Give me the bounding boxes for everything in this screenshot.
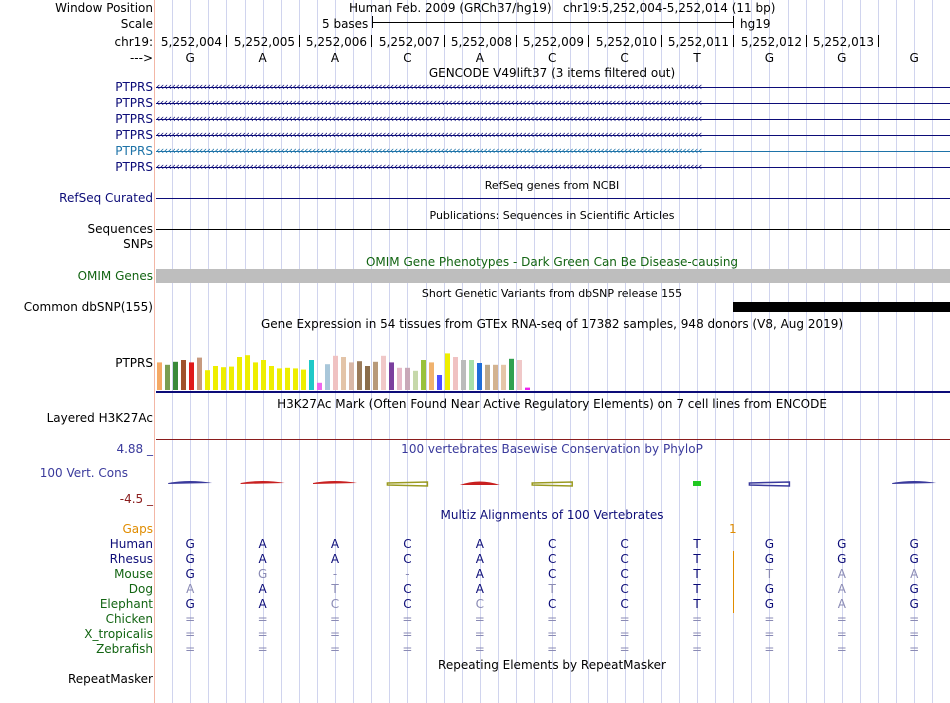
reference-base: G: [185, 51, 195, 65]
reference-base: A: [475, 51, 484, 65]
strand-arrows: ‹‹‹‹‹‹‹‹‹‹‹‹‹‹‹‹‹‹‹‹‹‹‹‹‹‹‹‹‹‹‹‹‹‹‹‹‹‹‹‹‹‹‹‹‹‹‹‹‹‹‹‹‹‹‹‹‹‹‹‹‹‹‹‹‹‹‹‹‹‹‹‹‹‹‹‹‹‹‹‹‹‹‹‹‹‹‹‹‹‹‹‹‹‹‹‹‹‹‹‹‹‹‹‹‹‹‹‹‹‹‹‹‹‹‹‹‹‹‹‹‹‹‹‹‹‹‹‹‹‹‹‹‹‹‹‹‹‹‹‹: [156, 112, 702, 125]
phylop-min-label: -4.5 _: [119, 492, 153, 506]
phylop-score-mark: [460, 482, 500, 486]
gtex-tissue-bar[interactable]: [477, 363, 482, 390]
alignment-base: G: [909, 597, 919, 611]
alignment-base: A: [475, 582, 484, 596]
alignment-base: C: [620, 552, 629, 566]
gtex-tissue-bar[interactable]: [365, 366, 370, 390]
strand-arrows: ‹‹‹‹‹‹‹‹‹‹‹‹‹‹‹‹‹‹‹‹‹‹‹‹‹‹‹‹‹‹‹‹‹‹‹‹‹‹‹‹‹‹‹‹‹‹‹‹‹‹‹‹‹‹‹‹‹‹‹‹‹‹‹‹‹‹‹‹‹‹‹‹‹‹‹‹‹‹‹‹‹‹‹‹‹‹‹‹‹‹‹‹‹‹‹‹‹‹‹‹‹‹‹‹‹‹‹‹‹‹‹‹‹‹‹‹‹‹‹‹‹‹‹‹‹‹‹‹‹‹‹‹‹‹‹‹‹‹‹‹: [156, 80, 702, 93]
phylop-score-mark: [313, 481, 357, 484]
ruler-position-label: 5,252,012: [740, 35, 802, 49]
alignment-base: =: [909, 642, 920, 656]
gap-marker-line: [733, 551, 734, 613]
gtex-gene-line: [156, 391, 950, 393]
h3k27ac-baseline: [156, 439, 950, 440]
publications-track-title[interactable]: Publications: Sequences in Scientific Articles: [429, 209, 675, 222]
ruler-tick: [226, 35, 227, 47]
chrom-label: chr19:: [114, 35, 153, 49]
scale-bar: [372, 22, 733, 23]
alignment-base: A: [258, 597, 267, 611]
gtex-tissue-bar[interactable]: [413, 371, 418, 390]
species-label[interactable]: Rhesus: [109, 552, 153, 566]
ruler-tick: [806, 35, 807, 47]
gencode-transcript-label[interactable]: PTPRS: [115, 80, 153, 94]
species-label[interactable]: Chicken: [105, 612, 153, 626]
gtex-tissue-bar[interactable]: [309, 360, 314, 390]
omim-phenotype-bar[interactable]: [156, 269, 950, 283]
strand-arrows: ‹‹‹‹‹‹‹‹‹‹‹‹‹‹‹‹‹‹‹‹‹‹‹‹‹‹‹‹‹‹‹‹‹‹‹‹‹‹‹‹‹‹‹‹‹‹‹‹‹‹‹‹‹‹‹‹‹‹‹‹‹‹‹‹‹‹‹‹‹‹‹‹‹‹‹‹‹‹‹‹‹‹‹‹‹‹‹‹‹‹‹‹‹‹‹‹‹‹‹‹‹‹‹‹‹‹‹‹‹‹‹‹‹‹‹‹‹‹‹‹‹‹‹‹‹‹‹‹‹‹‹‹‹‹‹‹‹‹‹‹: [156, 96, 702, 109]
reference-base: A: [330, 51, 340, 65]
alignment-base: A: [475, 567, 484, 581]
ruler-tick: [878, 35, 879, 47]
alignment-base: T: [765, 567, 774, 581]
reference-base: C: [403, 51, 412, 65]
phylop-max-label: 4.88 _: [116, 442, 153, 456]
gencode-track-title[interactable]: GENCODE V49lift37 (3 items filtered out): [428, 66, 676, 80]
alignment-base: C: [475, 597, 484, 611]
alignment-base: =: [619, 612, 630, 626]
alignment-base: A: [258, 582, 267, 596]
alignment-base: A: [837, 597, 846, 611]
scale-label: Scale: [120, 17, 153, 31]
species-label[interactable]: Elephant: [99, 597, 153, 611]
alignment-base: G: [764, 552, 775, 566]
gtex-tissue-bar[interactable]: [461, 360, 466, 390]
phylop-score-mark: [693, 481, 701, 486]
gtex-tissue-bar[interactable]: [485, 365, 490, 390]
alignment-base: A: [837, 567, 846, 581]
gencode-transcript-label[interactable]: PTPRS: [115, 128, 153, 142]
alignment-base: G: [185, 537, 195, 551]
alignment-base: C: [547, 537, 557, 551]
gtex-tissue-bar[interactable]: [397, 368, 402, 390]
alignment-base: A: [475, 552, 484, 566]
ruler-position-label: 5,252,011: [667, 35, 729, 49]
ruler-tick: [588, 35, 589, 47]
multiz-track-title[interactable]: Multiz Alignments of 100 Vertebrates: [440, 508, 664, 522]
alignment-base: G: [185, 567, 195, 581]
ruler-position-label: 5,252,006: [305, 35, 367, 49]
strand-label: --->: [129, 51, 153, 65]
alignment-base: T: [693, 537, 701, 551]
alignment-base: =: [474, 642, 485, 656]
ruler-position-label: 5,252,007: [378, 35, 440, 49]
gtex-tissue-bar[interactable]: [429, 362, 434, 390]
ruler-tick: [516, 35, 517, 47]
gtex-tissue-bar[interactable]: [253, 362, 258, 390]
gtex-tissue-bar[interactable]: [181, 360, 186, 390]
gtex-tissue-bar[interactable]: [469, 360, 474, 390]
gtex-tissue-bar[interactable]: [229, 367, 234, 390]
alignment-base: A: [475, 537, 484, 551]
gtex-tissue-bar[interactable]: [453, 357, 458, 390]
label-divider: [154, 0, 155, 703]
alignment-base: =: [547, 627, 558, 641]
gtex-tissue-bar[interactable]: [341, 357, 346, 390]
gtex-tissue-bar[interactable]: [437, 375, 442, 390]
alignment-base: =: [691, 627, 703, 641]
h3k27ac-track-label[interactable]: Layered H3K27Ac: [46, 411, 153, 425]
gtex-tissue-bar[interactable]: [293, 368, 298, 390]
alignment-base: -: [332, 567, 338, 581]
phylop-conservation-plot[interactable]: [156, 466, 950, 496]
alignment-base: G: [764, 537, 775, 551]
alignment-base: =: [329, 627, 341, 641]
ruler-tick: [371, 35, 372, 47]
gtex-tissue-bar[interactable]: [301, 370, 306, 390]
alignment-base: A: [258, 537, 267, 551]
gtex-tissue-bar[interactable]: [421, 360, 426, 390]
alignment-base: =: [619, 627, 630, 641]
alignment-base: =: [909, 627, 920, 641]
reference-base: G: [764, 51, 775, 65]
ruler-tick: [299, 35, 300, 47]
gtex-tissue-bar[interactable]: [245, 355, 250, 390]
phylop-score-mark: [532, 482, 572, 486]
species-label[interactable]: Dog: [128, 582, 153, 596]
strand-arrows: ‹‹‹‹‹‹‹‹‹‹‹‹‹‹‹‹‹‹‹‹‹‹‹‹‹‹‹‹‹‹‹‹‹‹‹‹‹‹‹‹‹‹‹‹‹‹‹‹‹‹‹‹‹‹‹‹‹‹‹‹‹‹‹‹‹‹‹‹‹‹‹‹‹‹‹‹‹‹‹‹‹‹‹‹‹‹‹‹‹‹‹‹‹‹‹‹‹‹‹‹‹‹‹‹‹‹‹‹‹‹‹‹‹‹‹‹‹‹‹‹‹‹‹‹‹‹‹‹‹‹‹‹‹‹‹‹‹‹‹‹: [156, 144, 702, 157]
alignment-base: T: [331, 582, 339, 596]
alignment-base: A: [837, 582, 846, 596]
refseq-track-title[interactable]: RefSeq genes from NCBI: [484, 179, 620, 192]
phylop-track-title[interactable]: 100 vertebrates Basewise Conservation by PhyloP: [401, 442, 703, 456]
alignment-base: A: [330, 552, 340, 566]
alignment-base: C: [620, 597, 629, 611]
publications-track-label[interactable]: Sequences: [87, 222, 153, 236]
phylop-score-mark: [892, 481, 936, 484]
alignment-base: =: [836, 642, 847, 656]
alignment-base: C: [330, 597, 340, 611]
alignment-base: T: [693, 597, 701, 611]
refseq-track-label[interactable]: RefSeq Curated: [59, 191, 153, 205]
species-label[interactable]: Human: [109, 537, 153, 551]
gap-count: 1: [729, 522, 737, 536]
alignment-base: C: [403, 552, 412, 566]
assembly-title: Human Feb. 2009 (GRCh37/hg19) chr19:5,252,004-5,252,014 (11 bp): [349, 1, 776, 15]
alignment-base: C: [620, 567, 629, 581]
alignment-base: -: [405, 567, 410, 581]
snps-track-label[interactable]: SNPs: [123, 237, 153, 251]
alignment-base: =: [691, 612, 703, 626]
gtex-tissue-bar[interactable]: [509, 359, 514, 390]
alignment-base: =: [909, 612, 920, 626]
refseq-gene-line[interactable]: [156, 198, 950, 199]
alignment-base: =: [547, 642, 558, 656]
alignment-base: T: [693, 582, 701, 596]
publications-line[interactable]: [156, 229, 950, 230]
gtex-tissue-bar[interactable]: [157, 362, 162, 390]
alignment-base: C: [403, 582, 412, 596]
gtex-tissue-bar[interactable]: [317, 383, 322, 390]
phylop-score-mark: [168, 481, 212, 484]
gtex-tissue-bar[interactable]: [269, 366, 274, 390]
reference-base: G: [909, 51, 919, 65]
gtex-tissue-bar[interactable]: [285, 368, 290, 390]
alignment-base: A: [186, 582, 195, 596]
phylop-score-mark: [749, 482, 789, 486]
alignment-base: =: [764, 642, 775, 656]
alignment-base: =: [329, 612, 341, 626]
gtex-expression-chart[interactable]: [156, 330, 536, 392]
alignment-base: C: [620, 582, 629, 596]
gtex-tissue-bar[interactable]: [517, 360, 522, 390]
gtex-tissue-bar[interactable]: [501, 365, 506, 390]
species-label[interactable]: X_tropicalis: [84, 627, 153, 641]
ruler-position-label: 5,252,009: [522, 35, 584, 49]
ruler-position-label: 5,252,005: [233, 35, 295, 49]
gtex-tissue-bar[interactable]: [493, 365, 498, 390]
omim-track-title[interactable]: OMIM Gene Phenotypes - Dark Green Can Be Disease-causing: [365, 255, 739, 269]
scale-bar-right-tick: [733, 16, 734, 28]
strand-arrows: ‹‹‹‹‹‹‹‹‹‹‹‹‹‹‹‹‹‹‹‹‹‹‹‹‹‹‹‹‹‹‹‹‹‹‹‹‹‹‹‹‹‹‹‹‹‹‹‹‹‹‹‹‹‹‹‹‹‹‹‹‹‹‹‹‹‹‹‹‹‹‹‹‹‹‹‹‹‹‹‹‹‹‹‹‹‹‹‹‹‹‹‹‹‹‹‹‹‹‹‹‹‹‹‹‹‹‹‹‹‹‹‹‹‹‹‹‹‹‹‹‹‹‹‹‹‹‹‹‹‹‹‹‹‹‹‹‹‹‹‹: [156, 128, 702, 141]
alignment-base: G: [837, 537, 847, 551]
reference-base: C: [547, 51, 557, 65]
gtex-tissue-bar[interactable]: [221, 367, 226, 390]
alignment-base: G: [257, 567, 268, 581]
alignment-base: =: [402, 612, 413, 626]
dbsnp-variant-bar[interactable]: [733, 302, 950, 312]
gtex-track-title[interactable]: Gene Expression in 54 tissues from GTEx RNA-seq of 17382 samples, 948 donors (V8, Aug 2019): [260, 317, 844, 331]
reference-base: T: [693, 51, 701, 65]
alignment-base: C: [620, 537, 629, 551]
ruler-position-label: 5,252,008: [450, 35, 512, 49]
alignment-base: G: [837, 552, 847, 566]
alignment-base: G: [909, 582, 919, 596]
gencode-transcript-label[interactable]: PTPRS: [115, 112, 153, 126]
gtex-tissue-bar[interactable]: [189, 362, 194, 390]
alignment-base: =: [402, 642, 413, 656]
gaps-label[interactable]: Gaps: [122, 522, 153, 536]
gtex-tissue-bar[interactable]: [381, 356, 386, 390]
phylop-score-mark: [387, 482, 427, 486]
alignment-base: C: [403, 537, 412, 551]
species-label[interactable]: Zebrafish: [96, 642, 153, 656]
alignment-base: C: [547, 567, 557, 581]
alignment-base: =: [402, 627, 413, 641]
gtex-tissue-bar[interactable]: [165, 365, 170, 390]
phylop-track-label[interactable]: 100 Vert. Cons: [39, 466, 128, 480]
species-label[interactable]: Mouse: [114, 567, 153, 581]
alignment-base: G: [909, 537, 919, 551]
gtex-tissue-bar[interactable]: [349, 362, 354, 390]
reference-base: A: [258, 51, 267, 65]
gtex-tissue-bar[interactable]: [173, 362, 178, 390]
ruler-tick: [661, 35, 662, 47]
alignment-base: G: [909, 552, 919, 566]
gtex-tissue-bar[interactable]: [277, 368, 282, 390]
gtex-track-label[interactable]: PTPRS: [115, 356, 153, 370]
alignment-base: =: [329, 642, 341, 656]
alignment-base: =: [764, 612, 775, 626]
strand-arrows: ‹‹‹‹‹‹‹‹‹‹‹‹‹‹‹‹‹‹‹‹‹‹‹‹‹‹‹‹‹‹‹‹‹‹‹‹‹‹‹‹‹‹‹‹‹‹‹‹‹‹‹‹‹‹‹‹‹‹‹‹‹‹‹‹‹‹‹‹‹‹‹‹‹‹‹‹‹‹‹‹‹‹‹‹‹‹‹‹‹‹‹‹‹‹‹‹‹‹‹‹‹‹‹‹‹‹‹‹‹‹‹‹‹‹‹‹‹‹‹‹‹‹‹‹‹‹‹‹‹‹‹‹‹‹‹‹‹‹‹‹: [156, 160, 702, 173]
dbsnp-track-title[interactable]: Short Genetic Variants from dbSNP release 155: [421, 287, 683, 300]
repeatmasker-track-title[interactable]: Repeating Elements by RepeatMasker: [438, 658, 666, 672]
ruler-tick: [444, 35, 445, 47]
window-position-label: Window Position: [55, 1, 153, 15]
alignment-base: =: [836, 612, 847, 626]
gtex-tissue-bar[interactable]: [389, 362, 394, 390]
alignment-base: =: [185, 642, 196, 656]
omim-track-label[interactable]: OMIM Genes: [77, 269, 153, 283]
gtex-tissue-bar[interactable]: [205, 370, 210, 390]
alignment-base: =: [185, 612, 196, 626]
repeatmasker-track-label[interactable]: RepeatMasker: [67, 672, 153, 686]
gtex-tissue-bar[interactable]: [373, 362, 378, 390]
ruler-position-label: 5,252,004: [160, 35, 222, 49]
alignment-base: A: [910, 567, 919, 581]
alignment-base: =: [547, 612, 558, 626]
alignment-base: =: [257, 612, 268, 626]
alignment-base: G: [185, 597, 195, 611]
gtex-tissue-bar[interactable]: [325, 364, 330, 390]
alignment-base: G: [764, 582, 775, 596]
alignment-base: =: [764, 627, 775, 641]
ruler-position-label: 5,252,010: [595, 35, 657, 49]
alignment-base: =: [185, 627, 196, 641]
alignment-base: =: [691, 642, 703, 656]
gtex-tissue-bar[interactable]: [357, 361, 362, 390]
scale-text: 5 bases: [322, 17, 369, 31]
alignment-base: C: [547, 597, 557, 611]
phylop-score-mark: [241, 481, 285, 484]
scale-db: hg19: [740, 17, 771, 31]
gencode-transcript-label[interactable]: PTPRS: [115, 144, 153, 158]
gtex-tissue-bar[interactable]: [445, 353, 450, 390]
ruler-position-label: 5,252,013: [812, 35, 874, 49]
alignment-base: G: [764, 597, 775, 611]
dbsnp-track-label[interactable]: Common dbSNP(155): [23, 300, 153, 314]
gtex-tissue-bar[interactable]: [333, 356, 338, 390]
alignment-base: T: [693, 567, 701, 581]
gencode-transcript-label[interactable]: PTPRS: [115, 160, 153, 174]
gtex-tissue-bar[interactable]: [237, 357, 242, 390]
alignment-base: A: [330, 537, 340, 551]
alignment-base: T: [548, 582, 556, 596]
gtex-tissue-bar[interactable]: [213, 366, 218, 390]
gtex-tissue-bar[interactable]: [405, 368, 410, 390]
h3k27ac-track-title[interactable]: H3K27Ac Mark (Often Found Near Active Regulatory Elements) on 7 cell lines from ENCODE: [277, 397, 827, 411]
gtex-tissue-bar[interactable]: [197, 358, 202, 390]
alignment-base: =: [619, 642, 630, 656]
reference-base: G: [837, 51, 847, 65]
ruler-tick: [733, 35, 734, 47]
alignment-base: C: [403, 597, 412, 611]
alignment-base: =: [474, 627, 485, 641]
alignment-base: T: [693, 552, 701, 566]
gencode-transcript-label[interactable]: PTPRS: [115, 96, 153, 110]
alignment-base: =: [257, 642, 268, 656]
alignment-base: C: [547, 552, 557, 566]
alignment-base: =: [474, 612, 485, 626]
alignment-base: G: [185, 552, 195, 566]
alignment-base: A: [258, 552, 267, 566]
gtex-tissue-bar[interactable]: [525, 388, 530, 390]
alignment-base: =: [257, 627, 268, 641]
reference-base: C: [620, 51, 629, 65]
alignment-base: =: [836, 627, 847, 641]
gtex-tissue-bar[interactable]: [261, 360, 266, 390]
